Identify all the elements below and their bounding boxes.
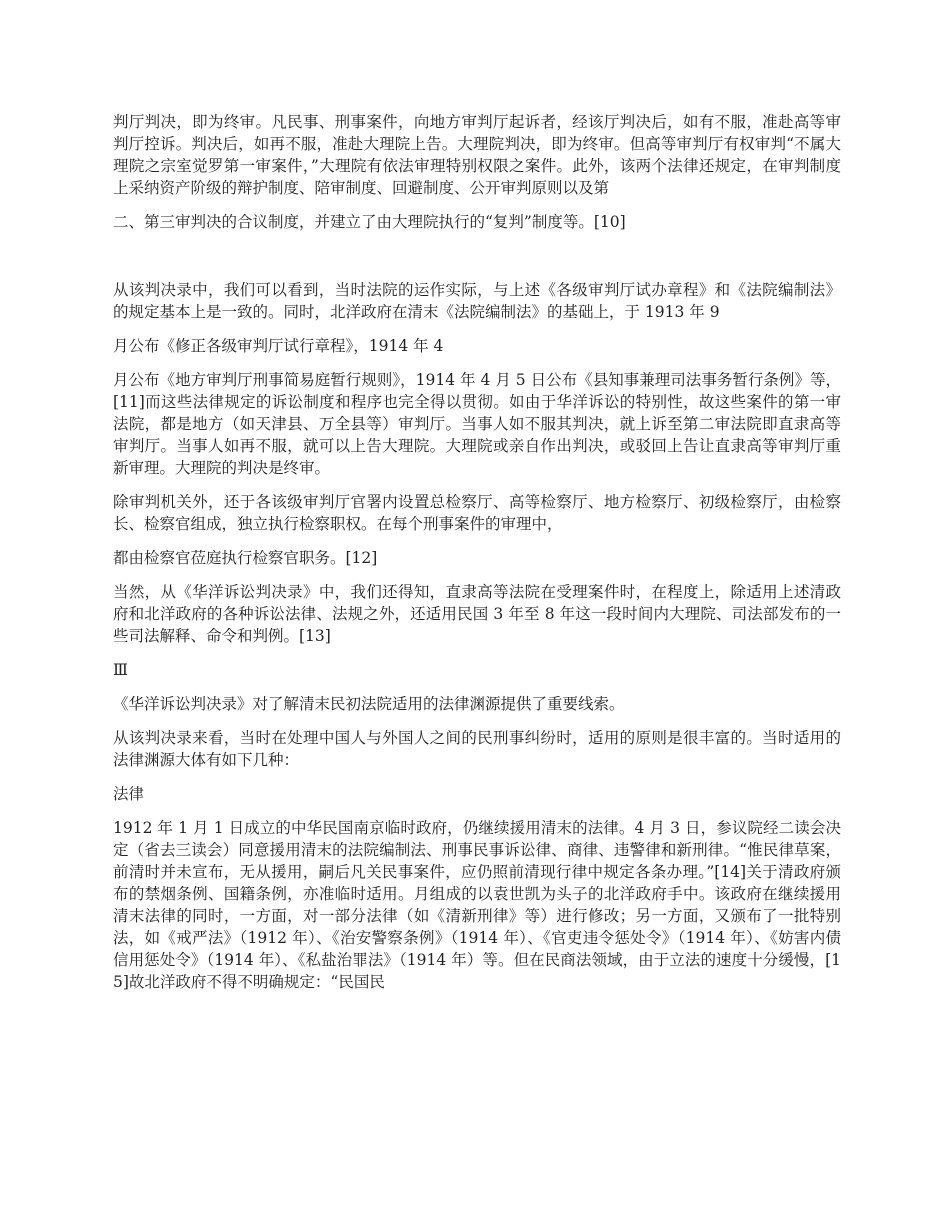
document-body xyxy=(113,111,841,1005)
paragraph-collegiate-system: 二、第三审判决的合议制度，并建立了由大理院执行的“复判”制度等。[10] xyxy=(113,213,626,231)
paragraph-procuratorate: 除审判机关外，还于各该级审判厅官署内设置总检察厅、高等检察厅、地方检察厅、初级检察厅，由检察长、检察官组成，独立执行检察职权。在每个刑事案件的审理中， xyxy=(113,493,841,533)
paragraph-gap xyxy=(113,245,841,279)
paragraph-court-structure: 判厅判决，即为终审。凡民事、刑事案件，向地方审判厅起诉者，经该厅判决后，如有不服，准赴高等审判厅控诉。判决后，如再不服，准赴大理院上告。大理院判决，即为终审。但高等审判厅有权审判“不属大理院之宗室觉罗第一审案件，”大理院有依法审理特别权限之案件。此外，该两个法律还规定，在审判制度上采纳资产阶级的辩护制度、陪审制度、回避制度、公开审判原则以及第 xyxy=(113,113,841,197)
subheading-law: 法律 xyxy=(113,785,145,803)
paragraph-judgment-record: 从该判决录中，我们可以看到，当时法院的运作实际，与上述《各级审判厅试办章程》和《法院编制法》的规定基本上是一致的。同时，北洋政府在清末《法院编制法》的基础上，于 1913 年 9 xyxy=(113,281,841,321)
paragraph-legal-sources-list: 从该判决录来看，当时在处理中国人与外国人之间的民刑事纠纷时，适用的原则是很丰富的。当时适用的法律渊源大体有如下几种： xyxy=(113,729,841,769)
paragraph-legal-sources-intro: 《华洋诉讼判决录》对了解清末民初法院适用的法律渊源提供了重要线索。 xyxy=(113,695,625,713)
paragraph-revised-charter: 月公布《修正各级审判厅试行章程》，1914 年 4 xyxy=(113,337,444,355)
paragraph-judicial-interpretation: 当然，从《华洋诉讼判决录》中，我们还得知，直隶高等法院在受理案件时，在程度上，除适用上述清政府和北洋政府的各种诉讼法律、法规之外，还适用民国 3 年至 8 年这一段时间内大理院、司法部发布的一些司法解释、命令和判例。[13] xyxy=(113,583,841,645)
paragraph-appeal-process: 月公布《地方审判厅刑事简易庭暂行规则》，1914 年 4 月 5 日公布《县知事兼理司法事务暂行条例》等，[11]而这些法律规定的诉讼制度和程序也完全得以贯彻。如由于华洋诉讼的特别性，故这些案件的第一审法院，都是地方（如天津县、万全县等）审判厅。当事人如不服其判决，就上诉至第二审法院即直隶高等审判厅。当事人如再不服，就可以上告大理院。大理院或亲自作出判决，或驳回上告让直隶高等审判厅重新审理。大理院的判决是终审。 xyxy=(113,371,841,477)
paragraph-republic-law: 1912 年 1 月 1 日成立的中华民国南京临时政府，仍继续援用清末的法律。4 月 3 日，参议院经二读会决定（省去三读会）同意援用清末的法院编制法、刑事民事诉讼律、商律、违警律和新刑律。“惟民律草案，前清时并未宣布，无从援用，嗣后凡关民事案件，应仍照前清现行律中规定各条办理。”[14]关于清政府颁布的禁烟条例、国籍条例，亦准临时适用。月组成的以袁世凯为头子的北洋政府手中。该政府在继续援用清末法律的同时，一方面，对一部分法律（如《清新刑律》等）进行修改；另一方面，又颁布了一批特别法，如《戒严法》（1912 年）、《治安警察条例》（1914 年）、《官吏违令惩处令》（1914 年）、《妨害内债信用惩处令》（1914 年）、《私盐治罪法》（1914 年）等。但在民商法领域，由于立法的速度十分缓慢，[15]故北洋政府不得不明确规定：“民国民 xyxy=(113,819,841,991)
paragraph-prosecutor-duty: 都由检察官莅庭执行检察官职务。[12] xyxy=(113,549,378,567)
section-heading-roman-three: Ⅲ xyxy=(113,661,128,679)
